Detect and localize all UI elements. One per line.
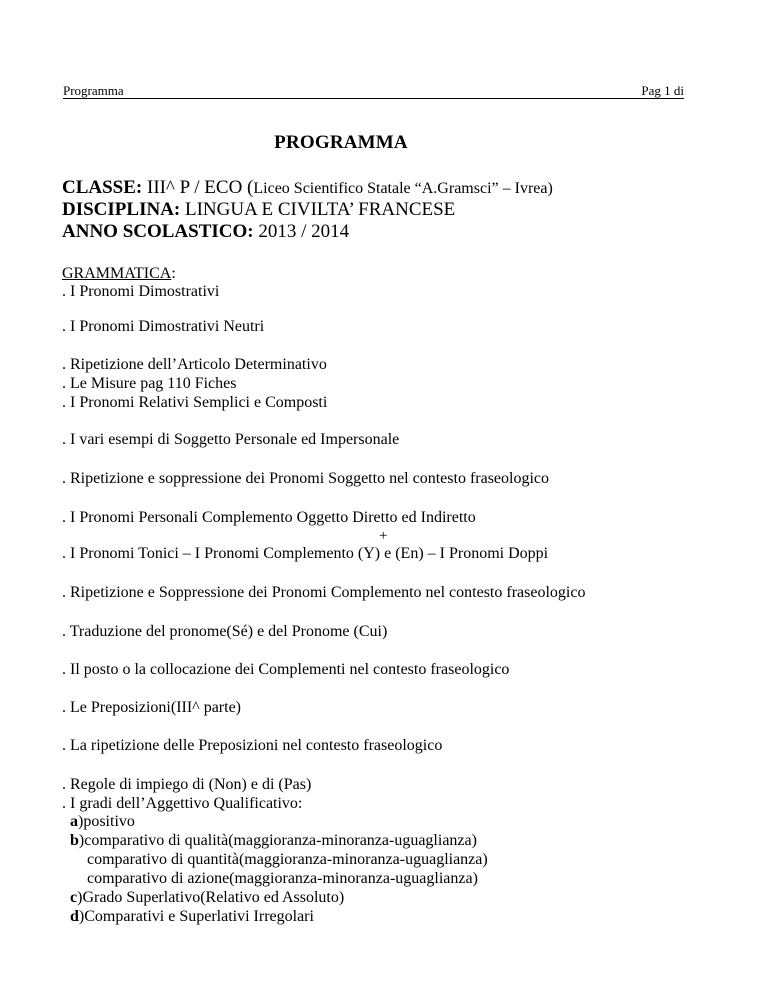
sublist-text: )Comparativi e Superlativi Irregolari: [78, 908, 314, 925]
classe-value: III^ P / ECO (: [147, 177, 254, 198]
list-item: . Ripetizione dell’Articolo Determinativo: [62, 356, 327, 373]
sublist-text: comparativo di azione(maggioranza-minoranza-uguaglianza): [87, 870, 478, 887]
classe-line: [62, 177, 553, 200]
list-item: . Traduzione del pronome(Sé) e del Pronome (Cui): [62, 623, 388, 640]
classe-label: CLASSE:: [62, 177, 143, 198]
sublist-item: [87, 869, 478, 888]
disciplina-value: LINGUA E CIVILTA’ FRANCESE: [185, 199, 456, 220]
section-heading: [62, 264, 176, 283]
list-item: . I vari esempi di Soggetto Personale ed Impersonale: [62, 431, 400, 448]
sublist-item: [70, 888, 344, 907]
sublist-letter: c: [70, 889, 78, 906]
list-item: . I Pronomi Dimostrativi Neutri: [62, 318, 265, 335]
sublist-item: [70, 812, 135, 831]
document-title: [0, 132, 768, 154]
list-item: . Il posto o la collocazione dei Complementi nel contesto fraseologico: [62, 661, 510, 678]
school-name: Liceo Scientifico Statale “A.Gramsci” – Ivrea): [253, 180, 553, 197]
anno-label: ANNO SCOLASTICO:: [62, 221, 254, 242]
list-item: . I Pronomi Relativi Semplici e Composti: [62, 394, 328, 411]
sublist-text: )Grado Superlativo(Relativo ed Assoluto): [77, 889, 345, 906]
section-heading-text: GRAMMATICA: [62, 265, 172, 282]
list-item: . Ripetizione e soppressione dei Pronomi Soggetto nel contesto fraseologico: [62, 470, 550, 487]
title-text: PROGRAMMA: [274, 132, 408, 153]
sublist-item: [70, 831, 477, 850]
list-item: . Regole di impiego di (Non) e di (Pas): [62, 776, 312, 793]
sublist-text: comparativo di quantità(maggioranza-minoranza-uguaglianza): [87, 851, 488, 868]
sublist-letter: a: [70, 813, 78, 830]
list-item: . Le Preposizioni(III^ parte): [62, 699, 241, 716]
list-item: . Ripetizione e Soppressione dei Pronomi Complemento nel contesto fraseologico: [62, 584, 586, 601]
disciplina-line: [62, 199, 455, 221]
header-left-text: Programma: [63, 83, 124, 98]
anno-value: 2013 / 2014: [258, 221, 350, 242]
list-item: . Le Misure pag 110 Fiches: [62, 375, 237, 392]
page-number: Pag 1 di: [641, 83, 684, 98]
list-item: . I Pronomi Tonici – I Pronomi Complemento (Y) e (En) – I Pronomi Doppi: [62, 545, 549, 562]
section-heading-colon: :: [171, 265, 176, 282]
sublist-letter: d: [70, 908, 79, 925]
anno-line: [62, 221, 349, 243]
sublist-text: )positivo: [78, 813, 135, 830]
page-header: [63, 83, 684, 99]
list-item: . La ripetizione delle Preposizioni nel contesto fraseologico: [62, 737, 443, 754]
sublist-text: )comparativo di qualità(maggioranza-minoranza-uguaglianza): [78, 832, 477, 849]
list-item: . I Pronomi Personali Complemento Oggetto Diretto ed Indiretto: [62, 509, 476, 526]
sublist-letter: b: [70, 832, 79, 849]
list-item: . I Pronomi Dimostrativi: [62, 283, 220, 300]
sublist-item: [87, 850, 488, 869]
list-item: . I gradi dell’Aggettivo Qualificativo:: [62, 795, 303, 812]
plus-sign: +: [379, 528, 388, 544]
sublist-item: [70, 907, 314, 926]
disciplina-label: DISCIPLINA:: [62, 199, 181, 220]
